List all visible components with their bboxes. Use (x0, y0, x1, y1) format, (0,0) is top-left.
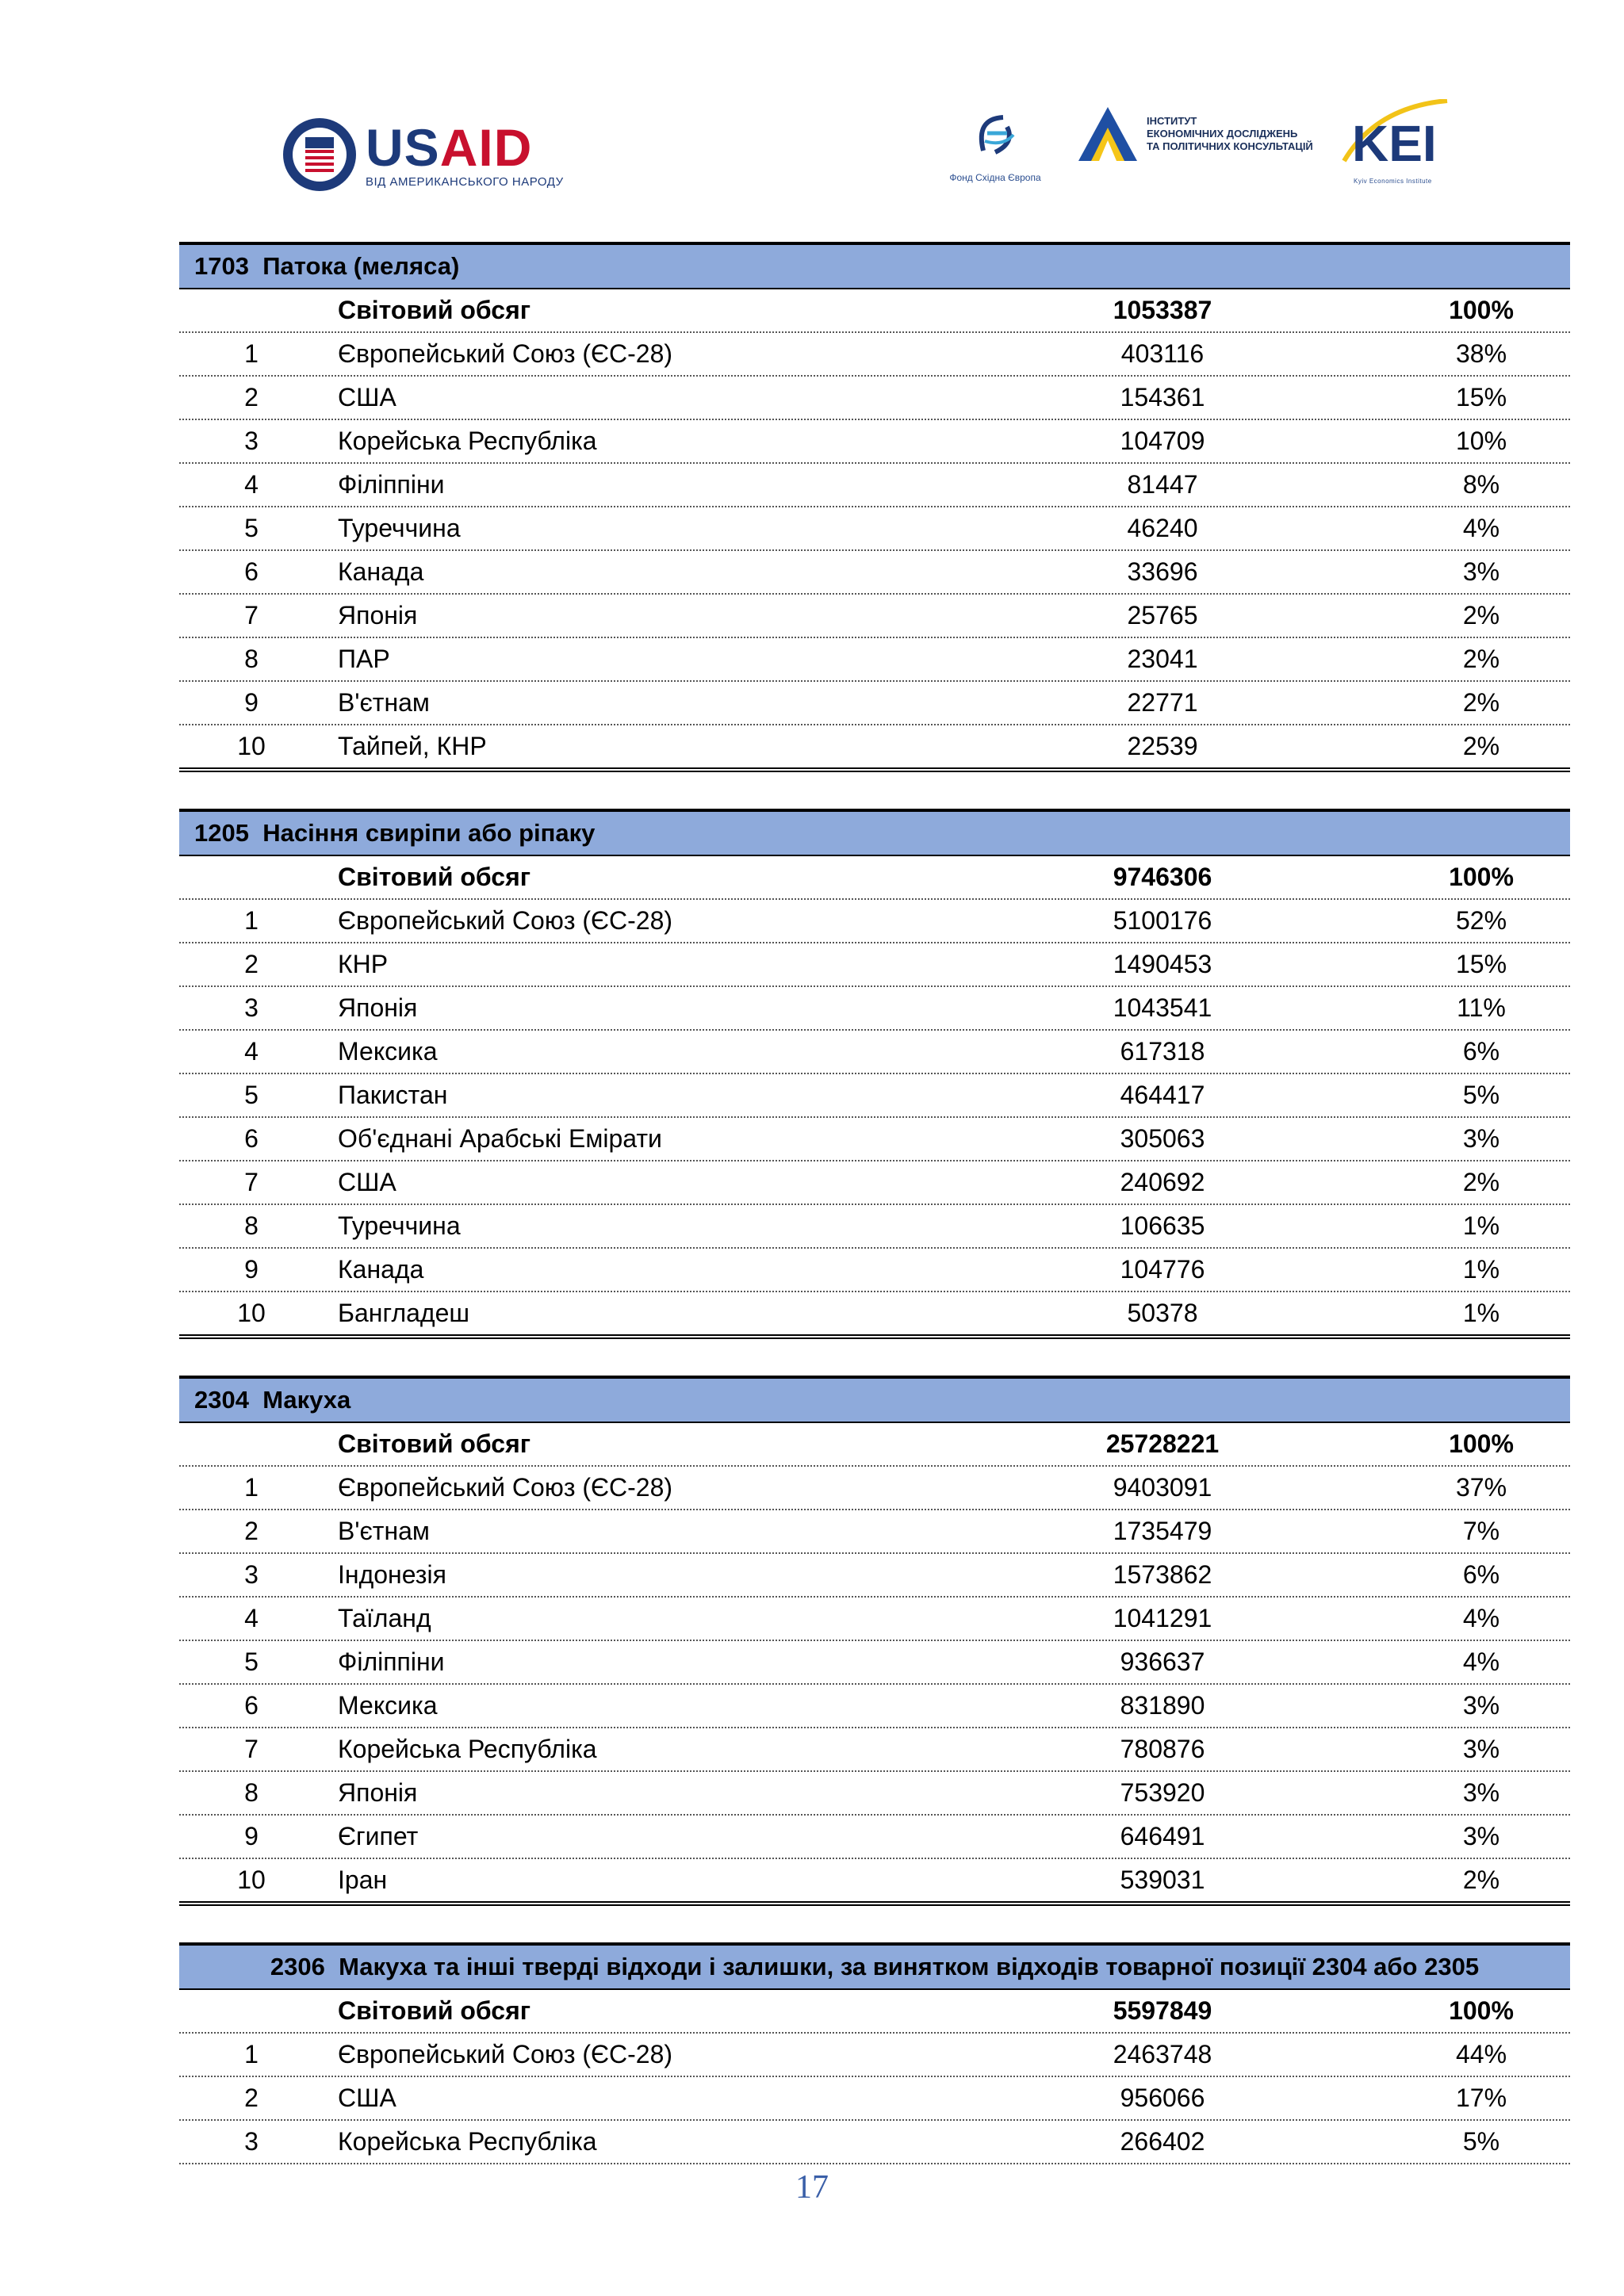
east-europe-foundation-logo (944, 103, 1047, 183)
table-2304 (179, 1376, 1570, 1906)
table-2306 (179, 1942, 1570, 2164)
table-1205 (179, 809, 1570, 1339)
table-row: 2 США 956066 17% (179, 2077, 1570, 2121)
table-row: 8 ПАР 23041 2% (179, 638, 1570, 682)
table-row: 1 Європейський Союз (ЄС-28) 9403091 37% (179, 1467, 1570, 1510)
total-row: Світовий обсяг 9746306 100% (179, 856, 1570, 900)
table-row: 1 Європейський Союз (ЄС-28) 2463748 44% (179, 2034, 1570, 2077)
table-row: 3 Корейська Республіка 266402 5% (179, 2121, 1570, 2164)
usaid-seal-icon (282, 117, 358, 193)
table-row: 6 Об'єднані Арабські Емірати 305063 3% (179, 1118, 1570, 1161)
kei-wordmark-icon (1328, 99, 1475, 175)
table-row: 2 В'єтнам 1735479 7% (179, 1510, 1570, 1554)
table-row: 7 США 240692 2% (179, 1161, 1570, 1205)
ier-line2: ЕКОНОМІЧНИХ ДОСЛІДЖЕНЬ (1147, 128, 1298, 140)
table-row: 5 Пакистан 464417 5% (179, 1074, 1570, 1118)
usaid-wordmark-us: US (366, 117, 440, 177)
table-title: 2306 Макуха та інші тверді відходи і залишки, за винятком відходів товарної позиції 2304 або 2305 (179, 1942, 1570, 1990)
table-row: 10 Тайпей, КНР 22539 2% (179, 725, 1570, 772)
header-logos (0, 99, 1624, 210)
table-row: 1 Європейський Союз (ЄС-28) 403116 38% (179, 333, 1570, 377)
usaid-wordmark-aid: AID (439, 117, 533, 177)
table-row: 9 В'єтнам 22771 2% (179, 682, 1570, 725)
table-row: 1 Європейський Союз (ЄС-28) 5100176 52% (179, 900, 1570, 943)
total-row: Світовий обсяг 1053387 100% (179, 289, 1570, 333)
table-title: 1205 Насіння свиріпи або ріпаку (179, 809, 1570, 856)
efe-emblem-icon (967, 103, 1023, 166)
total-row: Світовий обсяг 5597849 100% (179, 1990, 1570, 2034)
table-row: 10 Іран 539031 2% (179, 1859, 1570, 1906)
table-row: 7 Японія 25765 2% (179, 595, 1570, 638)
table-row: 6 Канада 33696 3% (179, 551, 1570, 595)
table-row: 8 Туреччина 106635 1% (179, 1205, 1570, 1249)
table-row: 2 США 154361 15% (179, 377, 1570, 420)
efe-subtitle: Фонд Східна Європа (949, 172, 1041, 183)
table-row: 7 Корейська Республіка 780876 3% (179, 1728, 1570, 1772)
kei-word: KEI (1352, 115, 1437, 172)
kei-logo (1328, 99, 1475, 185)
ier-line3: ТА ПОЛІТИЧНИХ КОНСУЛЬТАЦІЙ (1147, 140, 1313, 152)
table-row: 9 Єгипет 646491 3% (179, 1816, 1570, 1859)
table-row: 4 Філіппіни 81447 8% (179, 464, 1570, 507)
table-row: 6 Мексика 831890 3% (179, 1685, 1570, 1728)
table-row: 5 Філіппіни 936637 4% (179, 1641, 1570, 1685)
table-row: 8 Японія 753920 3% (179, 1772, 1570, 1816)
usaid-subtitle: ВІД АМЕРИКАНСЬКОГО НАРОДУ (366, 174, 564, 189)
ier-triangle-icon (1077, 105, 1139, 163)
table-row: 3 Японія 1043541 11% (179, 987, 1570, 1031)
table-row: 2 КНР 1490453 15% (179, 943, 1570, 987)
table-1703 (179, 242, 1570, 772)
table-row: 3 Індонезія 1573862 6% (179, 1554, 1570, 1598)
table-row: 10 Бангладеш 50378 1% (179, 1292, 1570, 1339)
ier-line1: ІНСТИТУТ (1147, 115, 1197, 127)
table-row: 5 Туреччина 46240 4% (179, 507, 1570, 551)
table-row: 4 Таїланд 1041291 4% (179, 1598, 1570, 1641)
table-row: 9 Канада 104776 1% (179, 1249, 1570, 1292)
table-title: 1703 Патока (меляса) (179, 242, 1570, 289)
table-title: 2304 Макуха (179, 1376, 1570, 1423)
table-row: 3 Корейська Республіка 104709 10% (179, 420, 1570, 464)
usaid-logo (282, 103, 564, 206)
page-number: 17 (795, 2169, 829, 2206)
total-row: Світовий обсяг 25728221 100% (179, 1423, 1570, 1467)
kei-subtitle: Kyiv Economics Institute (1354, 178, 1432, 185)
table-row: 4 Мексика 617318 6% (179, 1031, 1570, 1074)
ier-logo (1077, 105, 1313, 163)
